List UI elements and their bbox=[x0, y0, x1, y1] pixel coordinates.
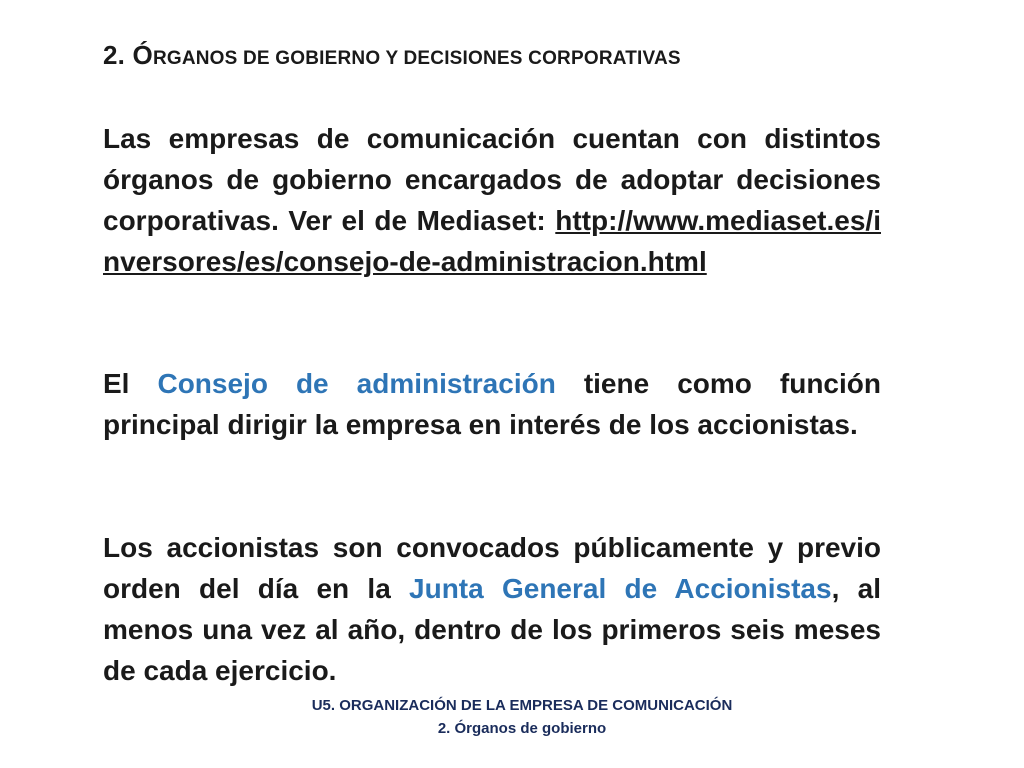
mediaset-link[interactable]: http://www.mediaset.es/inversores/es/consejo-de-administracion.html bbox=[103, 205, 881, 277]
paragraph-junta-after: , al menos una vez al año, dentro de los primeros seis meses de cada ejercicio. bbox=[103, 573, 881, 686]
consejo-highlight: Consejo de administración bbox=[157, 368, 556, 399]
paragraph-intro-text: Las empresas de comunicación cuentan con distintos órganos de gobierno encargados de adoptar decisiones corporativas. Ver el de Mediaset: bbox=[103, 123, 881, 236]
paragraph-junta bbox=[103, 527, 881, 691]
heading-number: 2. Ó bbox=[103, 40, 153, 70]
slide-heading bbox=[103, 40, 681, 71]
junta-highlight: Junta General de Accionistas bbox=[409, 573, 832, 604]
paragraph-junta-before: Los accionistas son convocados públicamente y previo orden del día en la bbox=[103, 532, 881, 604]
footer-section-title: 2. Órganos de gobierno bbox=[437, 720, 607, 737]
paragraph-consejo-before: El bbox=[103, 368, 158, 399]
paragraph-intro bbox=[103, 118, 881, 282]
heading-title: RGANOS DE GOBIERNO Y DECISIONES CORPORATIVAS bbox=[152, 48, 681, 69]
paragraph-consejo-after: tiene como función principal dirigir la empresa en interés de los accionistas. bbox=[103, 368, 881, 440]
footer-unit-title: U5. ORGANIZACIÓN DE LA EMPRESA DE COMUNICACIÓN bbox=[311, 697, 733, 714]
paragraph-consejo bbox=[103, 363, 881, 445]
